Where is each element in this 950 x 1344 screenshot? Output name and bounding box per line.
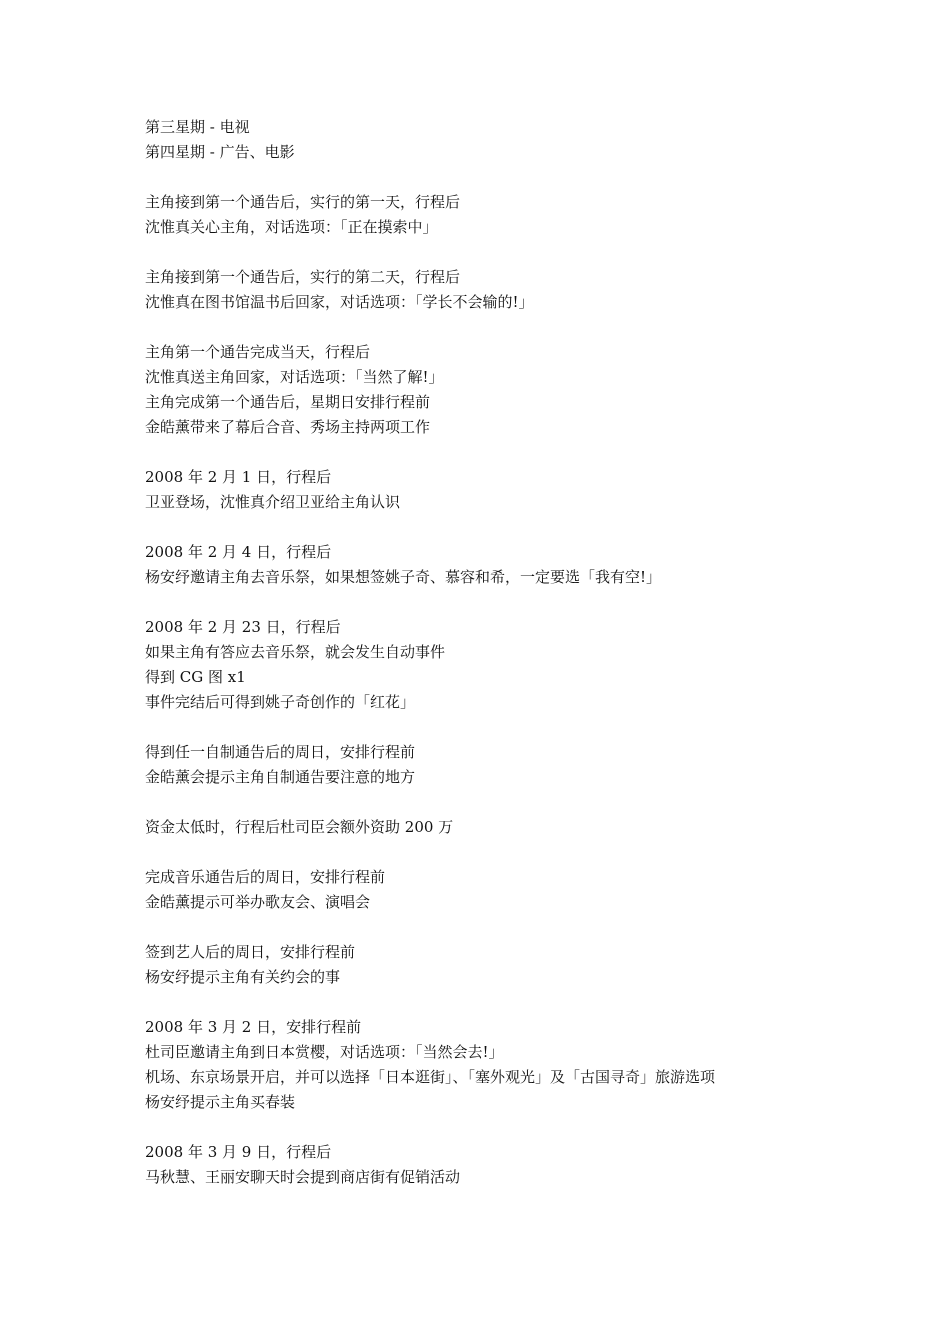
text-line: 如果主角有答应去音乐祭，就会发生自动事件: [145, 643, 446, 661]
text-line: 金皓薰带来了幕后合音、秀场主持两项工作: [145, 418, 431, 436]
paragraph-feb-1: [145, 465, 925, 515]
text-line: 2008 年 2 月 1 日，行程后: [145, 468, 332, 486]
text-line: 杨安纾邀请主角去音乐祭，如果想签姚子奇、慕容和希，一定要选「我有空!」: [145, 568, 662, 586]
paragraph-first-notice-complete: [145, 340, 925, 440]
paragraph-signed-artist: [145, 940, 925, 990]
paragraph-first-day: [145, 190, 925, 240]
text-line: 主角第一个通告完成当天，行程后: [145, 343, 371, 361]
text-line: 2008 年 2 月 4 日，行程后: [145, 543, 332, 561]
text-line: 主角接到第一个通告后，实行的第一天，行程后: [145, 193, 461, 211]
paragraph-mar-9: [145, 1140, 925, 1190]
text-line: 沈惟真在图书馆温书后回家，对话选项：「学长不会输的!」: [145, 293, 534, 311]
text-line: 事件完结后可得到姚子奇创作的「红花」: [145, 693, 416, 711]
text-line: 2008 年 2 月 23 日，行程后: [145, 618, 341, 636]
paragraph-self-made-notice: [145, 740, 925, 790]
text-line: 主角完成第一个通告后，星期日安排行程前: [145, 393, 431, 411]
paragraph-music-notice: [145, 865, 925, 915]
text-line: 得到任一自制通告后的周日，安排行程前: [145, 743, 416, 761]
text-line: 杨安纾提示主角有关约会的事: [145, 968, 341, 986]
paragraph-low-funds: [145, 815, 925, 840]
text-line: 杨安纾提示主角买春装: [145, 1093, 296, 1111]
text-line: 主角接到第一个通告后，实行的第二天，行程后: [145, 268, 461, 286]
paragraph-mar-2: [145, 1015, 925, 1115]
text-line: 2008 年 3 月 9 日，行程后: [145, 1143, 332, 1161]
text-line: 资金太低时，行程后杜司臣会额外资助 200 万: [145, 818, 454, 836]
text-line: 2008 年 3 月 2 日，安排行程前: [145, 1018, 362, 1036]
text-line: 第三星期 - 电视: [145, 118, 250, 136]
text-line: 沈惟真关心主角，对话选项：「正在摸索中」: [145, 218, 438, 236]
text-line: 马秋慧、王丽安聊天时会提到商店街有促销活动: [145, 1168, 461, 1186]
text-line: 完成音乐通告后的周日，安排行程前: [145, 868, 386, 886]
paragraph-weekly-schedule: [145, 115, 925, 165]
paragraph-feb-23: [145, 615, 925, 715]
text-line: 卫亚登场，沈惟真介绍卫亚给主角认识: [145, 493, 401, 511]
text-line: 得到 CG 图 x1: [145, 668, 246, 686]
paragraph-feb-4: [145, 540, 925, 590]
paragraph-second-day: [145, 265, 925, 315]
text-line: 机场、东京场景开启，并可以选择「日本逛街」、「塞外观光」及「古国寻奇」旅游选项: [145, 1068, 716, 1086]
text-line: 杜司臣邀请主角到日本赏樱，对话选项：「当然会去!」: [145, 1043, 504, 1061]
text-line: 金皓薰提示可举办歌友会、演唱会: [145, 893, 371, 911]
text-line: 第四星期 - 广告、电影: [145, 143, 295, 161]
document-body: [145, 115, 925, 1215]
text-line: 沈惟真送主角回家，对话选项：「当然了解!」: [145, 368, 444, 386]
text-line: 金皓薰会提示主角自制通告要注意的地方: [145, 768, 416, 786]
text-line: 签到艺人后的周日，安排行程前: [145, 943, 356, 961]
